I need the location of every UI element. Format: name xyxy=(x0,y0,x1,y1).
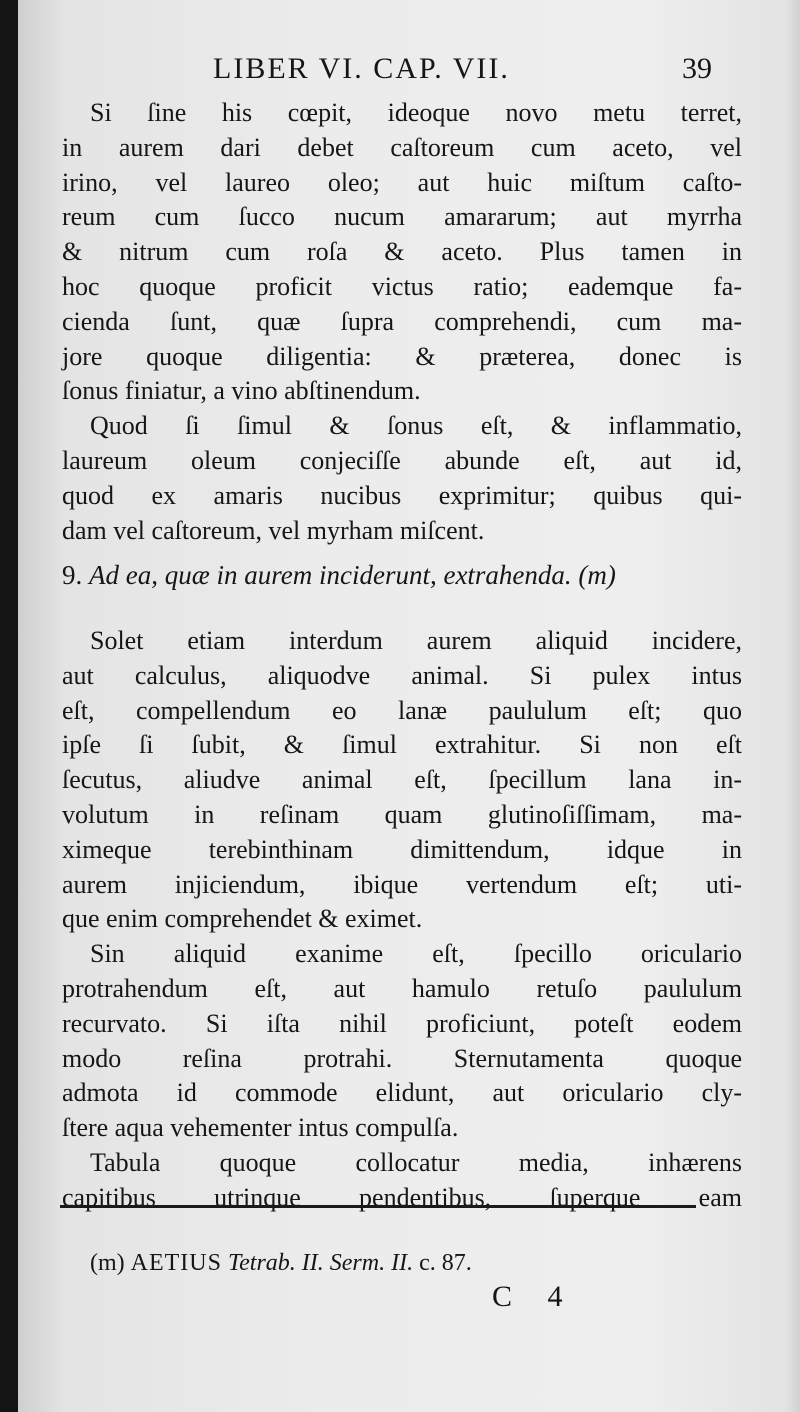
text-line: protrahendum eſt, aut hamulo retuſo paululum xyxy=(62,973,742,1003)
text-line: in aurem dari debet caſtoreum cum aceto, vel xyxy=(62,132,742,162)
text-line: volutum in reſinam quam glutinoſiſſimam, ma- xyxy=(62,799,742,829)
footnote-author: AETIUS xyxy=(130,1250,222,1276)
text-line: cienda ſunt, quæ ſupra comprehendi, cum ma- xyxy=(62,306,742,336)
text-line: Quod ſi ſimul & ſonus eſt, & inflammatio, xyxy=(90,411,742,441)
footnote-divider xyxy=(60,1205,696,1208)
section-title: Ad ea, quæ in aurem inciderunt, extrahenda. xyxy=(89,560,572,590)
footnote-reference: (m) xyxy=(578,560,616,590)
page-edge-shadow xyxy=(786,0,800,1412)
book-page xyxy=(18,0,800,1412)
text-line: capitibus utrinque pendentibus, ſuperque eam xyxy=(62,1182,742,1212)
text-line: irino, vel laureo oleo; aut huic miſtum caſto- xyxy=(62,167,742,197)
footnote-citation-chapter: c. 87. xyxy=(419,1250,472,1276)
text-line: jore quoque diligentia: & præterea, donec is xyxy=(62,341,742,371)
text-line: aurem injiciendum, ibique vertendum eſt; uti- xyxy=(62,869,742,899)
footnote xyxy=(90,1250,472,1277)
footnote-citation: Tetrab. II. Serm. II. xyxy=(227,1250,414,1276)
text-line: quod ex amaris nucibus exprimitur; quibus qui- xyxy=(62,480,742,510)
page-number: 39 xyxy=(682,52,712,85)
text-line: que enim comprehendet & eximet. xyxy=(62,904,423,934)
text-line: eſt, compellendum eo lanæ paululum eſt; quo xyxy=(62,695,742,725)
text-line: Tabula quoque collocatur media, inhærens xyxy=(90,1147,742,1177)
text-line: laureum oleum conjeciſſe abunde eſt, aut id, xyxy=(62,445,742,475)
text-line: Solet etiam interdum aurem aliquid incidere, xyxy=(90,626,742,655)
text-line: ſonus finiatur, a vino abſtinendum. xyxy=(62,376,421,406)
text-line: ximeque terebinthinam dimittendum, idque in xyxy=(62,834,742,864)
text-line: reum cum ſucco nucum amararum; aut myrrha xyxy=(62,202,742,232)
text-line: & nitrum cum roſa & aceto. Plus tamen in xyxy=(62,237,742,267)
section-2-text xyxy=(62,624,742,1216)
text-line: ipſe ſi ſubit, & ſimul extrahitur. Si non eſt xyxy=(62,730,742,760)
text-line: ſtere aqua vehementer intus compulſa. xyxy=(62,1113,459,1143)
section-heading xyxy=(62,560,742,591)
footnote-marker: (m) xyxy=(90,1250,125,1276)
text-line: hoc quoque proficit victus ratio; eademque fa- xyxy=(62,271,742,301)
text-line: modo reſina protrahi. Sternutamenta quoque xyxy=(62,1043,742,1073)
text-line: Si ſine his cœpit, ideoque novo metu terret, xyxy=(90,98,742,127)
text-line: ſecutus, aliudve animal eſt, ſpecillum lana in- xyxy=(62,765,742,795)
signature-mark: C 4 xyxy=(492,1280,577,1313)
text-line: recurvato. Si iſta nihil proficiunt, poteſt eodem xyxy=(62,1008,742,1038)
text-line: dam vel caſtoreum, vel myrham miſcent. xyxy=(62,515,485,545)
section-number: 9. xyxy=(62,560,83,590)
running-title: LIBER VI. CAP. VII. xyxy=(213,52,510,85)
page-header xyxy=(18,52,800,92)
section-1-text xyxy=(62,96,742,548)
text-line: Sin aliquid exanime eſt, ſpecillo oriculario xyxy=(90,939,742,969)
text-line: aut calculus, aliquodve animal. Si pulex intus xyxy=(62,660,742,690)
text-line: admota id commode elidunt, aut oriculario cly- xyxy=(62,1078,742,1108)
